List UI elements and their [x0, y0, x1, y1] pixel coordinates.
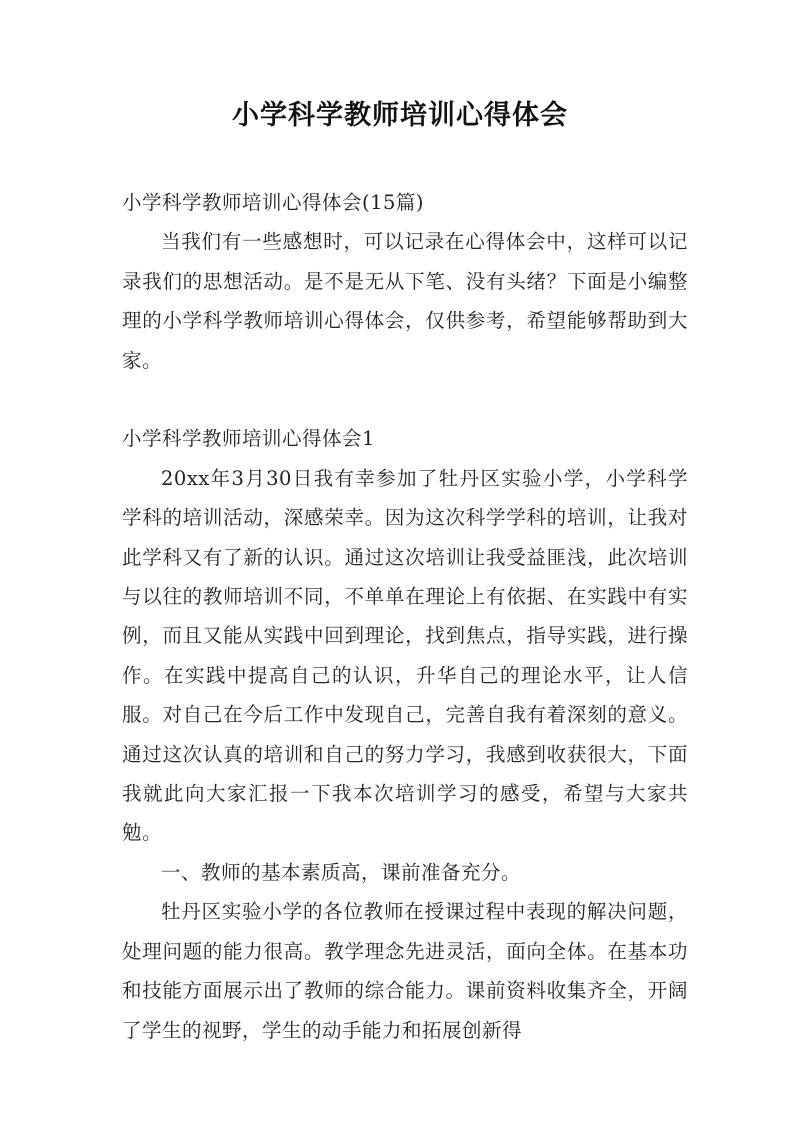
paragraph-spacer: [122, 380, 688, 419]
document-title: 小学科学教师培训心得体会: [232, 100, 568, 131]
section-heading: 小学科学教师培训心得体会1: [122, 427, 375, 451]
body-paragraph: 20xx年3月30日我有幸参加了牡丹区实验小学，小学科学学科的培训活动，深感荣幸。因为这次科学学科的培训，让我对此学科又有了新的认识。通过这次培训让我受益匪浅，此次培训与以往的教师培训不同，不单单在理论上有依据、在实践中有实例，而且又能从实践中回到理论，找到焦点，指导实践，进行操作。在实践中提高自己的认识，升华自己的理论水平，让人信服。对自己在今后工作中发现自己，完善自我有着深刻的意义。通过这次认真的培训和自己的努力学习，我感到收获很大，下面我就此向大家汇报一下我本次培训学习的感受，希望与大家共勉。: [122, 466, 688, 845]
point-heading: 一、教师的基本素质高，课前准备充分。: [161, 860, 522, 884]
body-paragraph: 牡丹区实验小学的各位教师在授课过程中表现的解决问题，处理问题的能力很高。教学理念先进灵活，面向全体。在基本功和技能方面展示出了教师的综合能力。课前资料收集齐全，开阔了学生的视野，学生的动手能力和拓展创新得: [122, 900, 688, 1042]
intro-paragraph: 当我们有一些感想时，可以记录在心得体会中，这样可以记录我们的思想活动。是不是无从下笔、没有头绪？下面是小编整理的小学科学教师培训心得体会，仅供参考，希望能够帮助到大家。: [122, 230, 688, 372]
document-body: [122, 183, 688, 1050]
document-subtitle: 小学科学教师培训心得体会(15篇): [122, 191, 425, 214]
